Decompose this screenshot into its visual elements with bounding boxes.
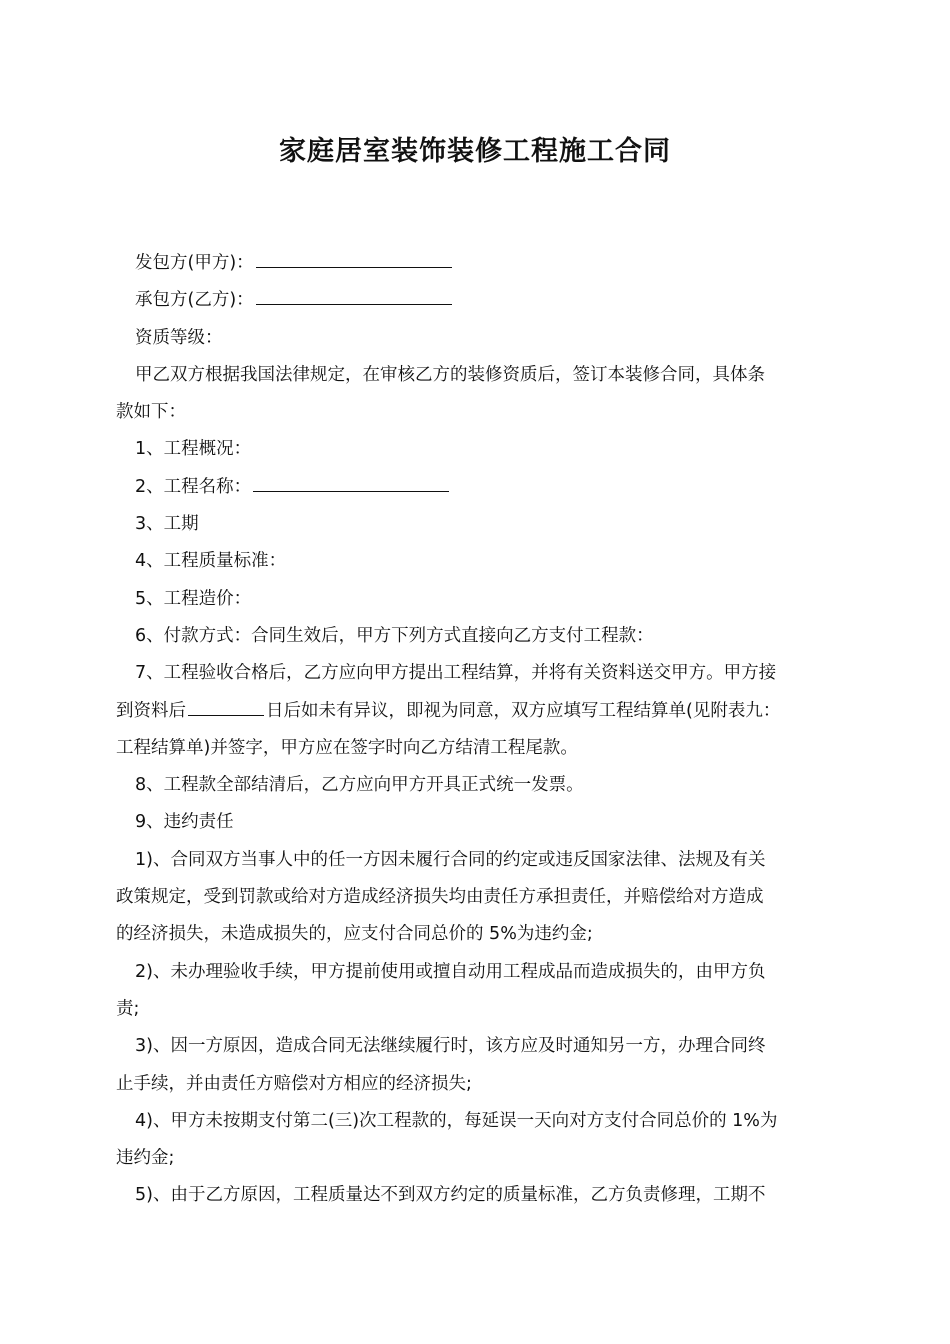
clause-4-line-1: 4)、甲方未按期支付第二(三)次工程款的，每延误一天向对方支付合同总价的 1%为 [135,1110,778,1131]
document-title: 家庭居室装饰装修工程施工合同 [279,136,671,167]
item-2-line [116,469,838,506]
document-body [116,245,838,1215]
party-b-line [116,282,838,319]
party-b-blank [256,286,452,305]
clause-2-line-2: 责; [116,998,140,1019]
clause-4-line-2: 违约金; [116,1148,175,1169]
item-7-line-2-a: 到资料后 [116,700,186,721]
party-a-blank [256,249,452,268]
item-6: 6、付款方式：合同生效后，甲方下列方式直接向乙方支付工程款： [135,625,654,646]
clause-5-line-1: 5)、由于乙方原因，工程质量达不到双方约定的质量标准，乙方负责修理，工期不 [135,1185,766,1206]
item-7-line-2-b: 日后如未有异议，即视为同意，双方应填写工程结算单(见附表九： [266,700,781,721]
party-b-label: 承包方(乙方)： [135,290,254,311]
item-4: 4、工程质量标准： [135,551,287,572]
item-2-label: 2、工程名称： [135,476,252,497]
item-7-line-2 [116,693,838,730]
item-3: 3、工期 [135,514,199,535]
clause-1-line-3: 的经济损失，未造成损失的，应支付合同总价的 5%为违约金; [116,924,593,945]
party-a-line [116,245,838,282]
party-a-label: 发包方(甲方)： [135,253,254,273]
item-5: 5、工程造价： [135,588,252,609]
clause-3-line-2: 止手续，并由责任方赔偿对方相应的经济损失; [116,1073,472,1094]
clause-1-line-2: 政策规定，受到罚款或给对方造成经济损失均由责任方承担责任，并赔偿给对方造成 [116,887,764,908]
intro-line-2: 款如下： [116,402,186,423]
clause-3-line-1: 3)、因一方原因，造成合同无法继续履行时，该方应及时通知另一方，办理合同终 [135,1036,766,1057]
item-7-line-1: 7、工程验收合格后，乙方应向甲方提出工程结算，并将有关资料送交甲方。甲方接 [135,663,777,684]
project-name-blank [253,473,449,492]
item-7-line-3: 工程结算单)并签字，甲方应在签字时向乙方结清工程尾款。 [116,737,578,758]
clause-1-line-1: 1)、合同双方当事人中的任一方因未履行合同的约定或违反国家法律、法规及有关 [135,849,766,870]
days-blank [188,697,264,716]
item-1: 1、工程概况： [135,439,252,460]
item-9: 9、违约责任 [135,812,234,833]
intro-line-1: 甲乙双方根据我国法律规定，在审核乙方的装修资质后，签订本装修合同，具体条 [135,364,765,385]
item-8: 8、工程款全部结清后，乙方应向甲方开具正式统一发票。 [135,775,584,796]
clause-2-line-1: 2)、未办理验收手续，甲方提前使用或擅自动用工程成品而造成损失的，由甲方负 [135,961,766,982]
qualification-line: 资质等级： [135,327,223,348]
